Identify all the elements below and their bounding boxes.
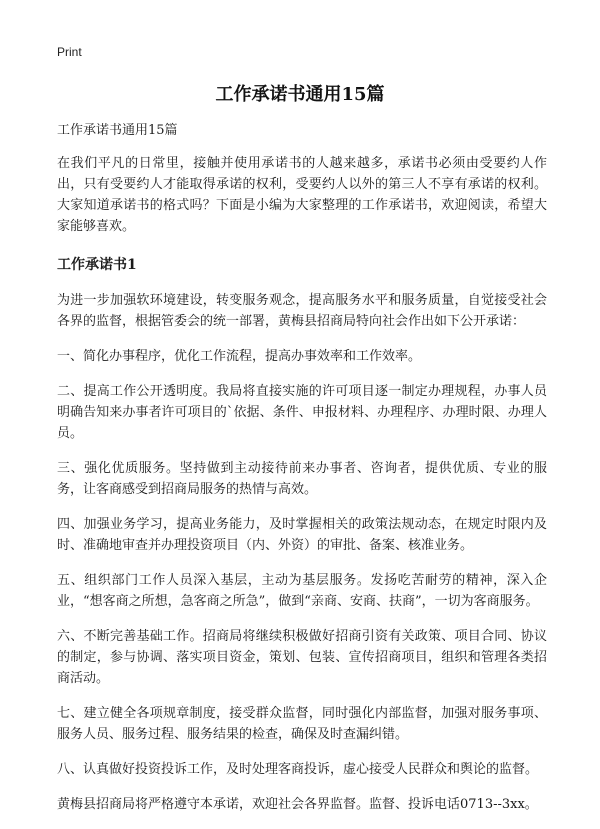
document-subtitle: 工作承诺书通用15篇 [57, 123, 178, 138]
commitment-item-7: 七、建立健全各项规章制度，接受群众监督，同时强化内部监督，加强对服务事项、服务人员、服务过程、服务结果的检查，确保及时查漏纠错。 [57, 706, 547, 742]
closing-paragraph: 黄梅县招商局将严格遵守本承诺，欢迎社会各界监督。监督、投诉电话0713--3xx。 [57, 797, 538, 812]
document-body [57, 120, 547, 829]
print-link[interactable]: Print [57, 45, 82, 59]
section-intro-paragraph: 为进一步加强软环境建设，转变服务观念，提高服务水平和服务质量，自觉接受社会各界的监督，根据管委会的统一部署，黄梅县招商局特向社会作出如下公开承诺： [57, 293, 547, 329]
document-title: 工作承诺书通用15篇 [215, 84, 385, 105]
commitment-item-3: 三、强化优质服务。坚持做到主动接待前来办事者、咨询者，提供优质、专业的服务，让客商感受到招商局服务的热情与高效。 [57, 461, 547, 497]
commitment-item-8: 八、认真做好投资投诉工作，及时处理客商投诉，虚心接受人民群众和舆论的监督。 [57, 762, 539, 777]
intro-paragraph: 在我们平凡的日常里，接触并使用承诺书的人越来越多，承诺书必须由受要约人作出，只有受要约人才能取得承诺的权利，受要约人以外的第三人不享有承诺的权利。大家知道承诺书的格式吗？下面是小编为大家整理的工作承诺书，欢迎阅读，希望大家能够喜欢。 [57, 156, 547, 234]
commitment-item-1: 一、简化办事程序，优化工作流程，提高办事效率和工作效率。 [57, 349, 422, 364]
commitment-item-4: 四、加强业务学习，提高业务能力，及时掌握相关的政策法规动态，在规定时限内及时、准确地审查并办理投资项目（内、外资）的审批、备案、核准业务。 [57, 517, 547, 553]
commitment-item-6: 六、不断完善基础工作。招商局将继续积极做好招商引资有关政策、项目合同、协议的制定，参与协调、落实项目资金，策划、包装、宣传招商项目，组织和管理各类招商活动。 [57, 629, 547, 686]
commitment-item-5: 五、组织部门工作人员深入基层，主动为基层服务。发扬吃苦耐劳的精神，深入企业，“想客商之所想，急客商之所急”，做到“亲商、安商、扶商”，一切为客商服务。 [57, 573, 547, 609]
section-heading: 工作承诺书1 [57, 257, 137, 273]
commitment-item-2: 二、提高工作公开透明度。我局将直接实施的许可项目逐一制定办理规程，办事人员明确告知来办事者许可项目的`依据、条件、申报材料、办理程序、办理时限、办理人员。 [57, 384, 547, 441]
